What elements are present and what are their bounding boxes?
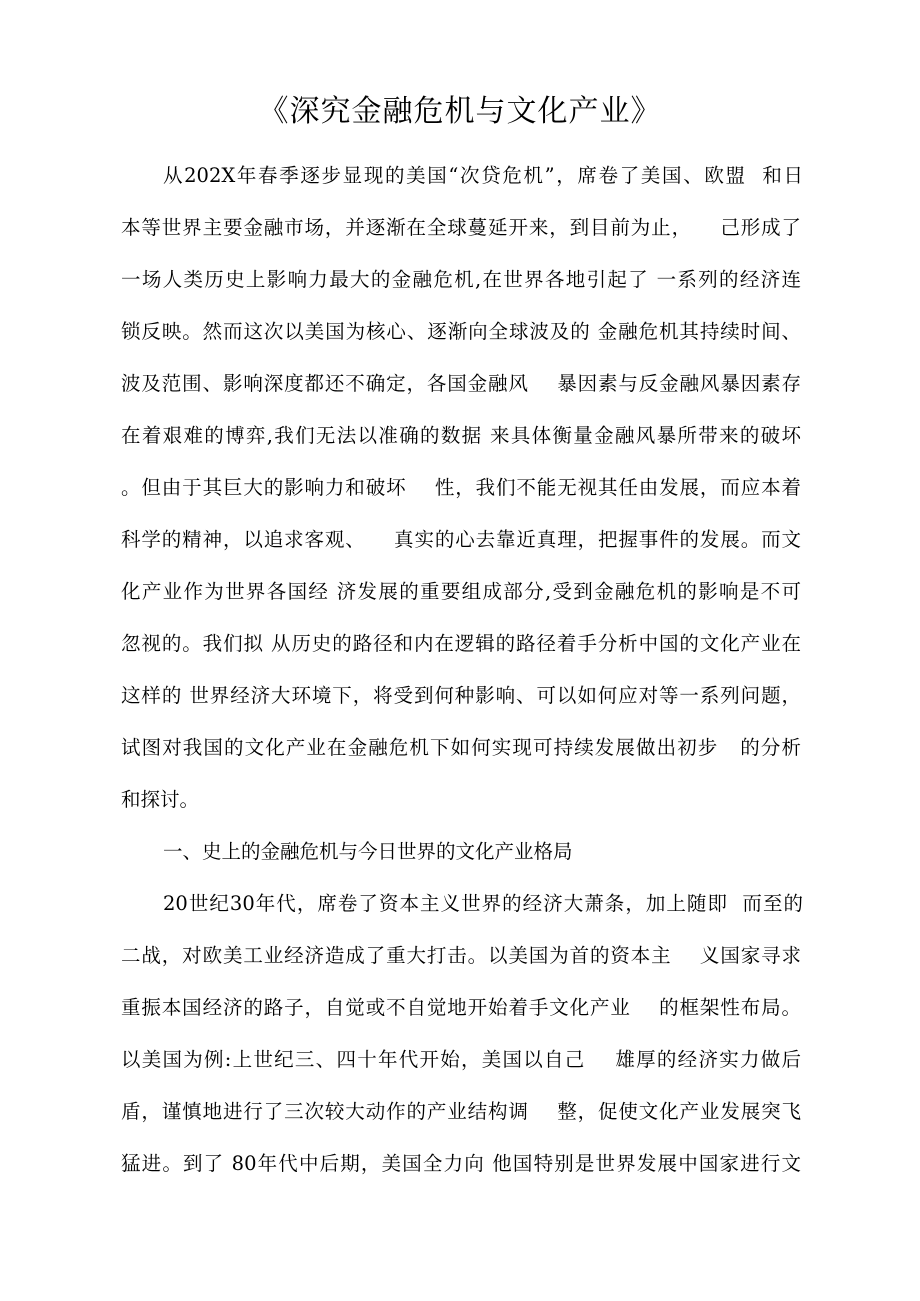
paragraph-1-line: 科学的精神，以追求客观、 真实的心去靠近真理，把握事件的发展。而文 <box>121 528 801 551</box>
paragraph-1-line: 本等世界主要金融市场，并逐渐在全球蔓延开来，到目前为止， 己形成了 <box>121 216 801 239</box>
paragraph-2-line: 以美国为例:上世纪三、四十年代开始，美国以自己 雄厚的经济实力做后 <box>121 1048 801 1071</box>
paragraph-2-line: 重振本国经济的路子，自觉或不自觉地开始着手文化产业 的框架性布局。 <box>121 996 801 1019</box>
paragraph-1-line: 一场人类历史上影响力最大的金融危机,在世界各地引起了 一系列的经济连 <box>121 268 801 291</box>
paragraph-1-line: 试图对我国的文化产业在金融危机下如何实现可持续发展做出初步 的分析 <box>121 736 801 759</box>
paragraph-2-line: 20世纪30年代，席卷了资本主义世界的经济大萧条，加上随即 而至的 <box>163 892 803 915</box>
paragraph-1-line: 从202X年春季逐步显现的美国“次贷危机”，席卷了美国、欧盟 和日 <box>163 164 803 187</box>
paragraph-1-line: 这样的 世界经济大环境下，将受到何种影响、可以如何应对等一系列问题， <box>121 684 801 707</box>
paragraph-1-line: 忽视的。我们拟 从历史的路径和内在逻辑的路径着手分析中国的文化产业在 <box>121 632 801 655</box>
paragraph-2-line: 盾，谨慎地进行了三次较大动作的产业结构调 整，促使文化产业发展突飞 <box>121 1100 801 1123</box>
paragraph-2-line: 二战，对欧美工业经济造成了重大打击。以美国为首的资本主 义国家寻求 <box>121 944 801 967</box>
paragraph-1-line: 在着艰难的博弈,我们无法以准确的数据 来具体衡量金融风暴所带来的破坏 <box>121 424 801 447</box>
paragraph-1-line: 锁反映。然而这次以美国为核心、逐渐向全球波及的 金融危机其持续时间、 <box>121 320 801 343</box>
section-heading: 一、史上的金融危机与今日世界的文化产业格局 <box>163 840 573 863</box>
paragraph-2-line: 猛进。到了 80年代中后期，美国全力向 他国特别是世界发展中国家进行文 <box>121 1152 801 1175</box>
document-title: 《深究金融危机与文化产业》 <box>258 94 662 129</box>
paragraph-1-line: 化产业作为世界各国经 济发展的重要组成部分,受到金融危机的影响是不可 <box>121 580 801 603</box>
paragraph-1-line: 。但由于其巨大的影响力和破坏 性，我们不能无视其任由发展，而应本着 <box>121 476 801 499</box>
paragraph-1-line: 波及范围、影响深度都还不确定，各国金融风 暴因素与反金融风暴因素存 <box>121 372 801 395</box>
paragraph-1-line: 和探讨。 <box>121 788 200 811</box>
